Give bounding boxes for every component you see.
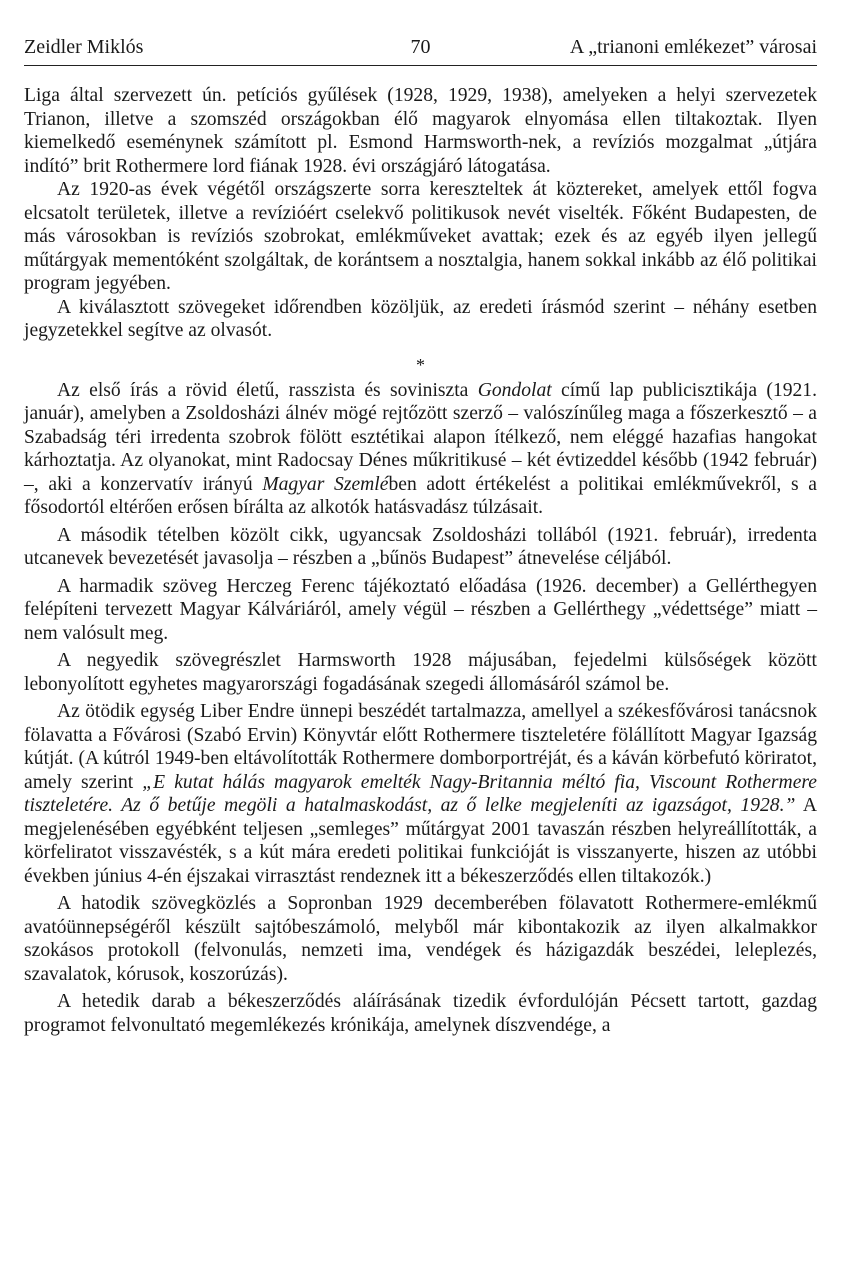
paragraph-second-text: A második tételben közölt cikk, ugyancsak Zsoldosházi tollából (1921. február), irredenta utcanevek bevezetését javasolja – részben a „bűnös Budapest” átnevelése céljából.: [24, 524, 817, 569]
header-rule: [24, 65, 817, 66]
gondolat-title: Gondolat: [477, 379, 552, 401]
p3-part-b: című lap publicisztikája (1921. január), amelyben a Zsoldosházi álnév mögé rejtőzött szerző – valószínűleg maga a főszerkesztő – a Szabadság téri irredenta szobrok fölött esztétikai alapon ítélkező, nem eléggé hazafias hangokat kárhoztatja. Az olyanokat, mint Radocsay Dénes műkritikusé – két évtizeddel később (1942 február) –, aki a konzervatív irányú: [24, 379, 817, 495]
p3-part-c: ben adott értékelést a politikai emlékművekről, s a fősodortól eltérően erősen bírálta az alkotók hatásvadász túlzásait.: [24, 473, 817, 518]
paragraph-continued: Liga által szervezett ún. petíciós gyűlések (1928, 1929, 1938), amelyeken a helyi szervezetek Trianon, illetve a szomszéd országokban élő magyarok elnyomása ellen tiltakoztak. Ilyen kiemelkedő eseménynek számított pl. Esmond Harmsworth-nek, a revíziós mozgalmat „útjára indító” brit Rothermere lord fiának 1928. évi országjáró látogatása.: [24, 85, 817, 177]
p7-part-b: A megjelenésében egyébként teljesen „semleges” műtárgyat 2001 tavaszán részben helyreállították, a körfeliratot visszavésték, s a kút mára eredeti politikai funkcióját is visszanyerte, hiszen az utóbbi években június 4-én éjszakai virrasztást rendeznek itt a békeszerződés ellen tiltakozók.): [24, 795, 817, 887]
p3-part-a: Az első írás a rövid életű, rasszista és soviniszta: [57, 379, 478, 401]
paragraph-seventh-text: A hetedik darab a békeszerződés aláírásának tizedik évfordulóján Pécsett tartott, gazdag programot felvonultató megemlékezés krónikája, amelynek díszvendége, a: [24, 991, 817, 1036]
paragraph-fourth-text: A negyedik szövegrészlet Harmsworth 1928 májusában, fejedelmi külsőségek között lebonyolított egyhetes magyarországi fogadásának szegedi állomásáról számol be.: [24, 650, 817, 695]
p7-part-a: Az ötödik egység Liber Endre ünnepi beszédét tartalmazza, amellyel a székesfővárosi tanácsnok fölavatta a Fővárosi (Szabó Ervin) Könyvtár előtt Rothermere tiszteletére fölállított Magyar Igazság kútját. (A kútról 1949-ben eltávolították Rothermere domborportréját, és a káván körbefutó köriratot, amely szerint: [24, 701, 817, 793]
paragraph-third-text: A harmadik szöveg Herczeg Ferenc tájékoztató előadása (1926. december) a Gellérthegyen felépíteni tervezett Magyar Kálváriáról, amely végül – részben a Gellérthegy „védettsége” miatt – nem valósult meg.: [24, 575, 817, 644]
fountain-inscription: „E kutat hálás magyarok emelték Nagy-Britannia méltó fia, Viscount Rothermere tiszteletére. Az ő betűje megöli a hatalmaskodást, az ő lelke megjeleníti az igazságot, 1928.”: [24, 771, 817, 816]
section-separator: *: [416, 354, 425, 375]
running-title: A „trianoni emlékezet” városai: [569, 36, 817, 58]
author-name: Zeidler Miklós: [24, 36, 144, 58]
paragraph-selection-note: A kiválasztott szövegeket időrendben közöljük, az eredeti írásmód szerint – néhány esetben jegyzetekkel segítve az olvasót.: [24, 296, 817, 341]
magyar-szemle-title: Magyar Szemlé: [262, 473, 389, 495]
paragraph-first-text: [24, 379, 817, 520]
page-body: [24, 84, 817, 1037]
paragraph-street-renaming: Az 1920-as évek végétől országszerte sorra kereszteltek át köztereket, amelyek ettől fogva elcsatolt területek, illetve a revízióért cselekvő politikusok nevét viselték. Főként Budapesten, de más városokban is revíziós szobrokat, emlékműveket avattak; ezek és az egyéb ilyen jellegű műtárgyak mementóként szolgáltak, de korántsem a nosztalgia, hanem sokkal inkább az élő politikai program jegyében.: [24, 179, 817, 294]
paragraph-fifth-text: [24, 700, 817, 888]
running-header: [24, 32, 817, 62]
page-number: 70: [410, 36, 431, 58]
paragraph-sixth-text: A hatodik szövegközlés a Sopronban 1929 decemberében fölavatott Rothermere-emlékmű avatóünnepségéről készült sajtóbeszámoló, melyből már kibontakozik az ilyen alkalmakkor szokásos protokoll (felvonulás, nemzeti ima, vendégek és házigazdák beszédei, leleplezés, szavalatok, kórusok, koszorúzás).: [24, 893, 817, 985]
